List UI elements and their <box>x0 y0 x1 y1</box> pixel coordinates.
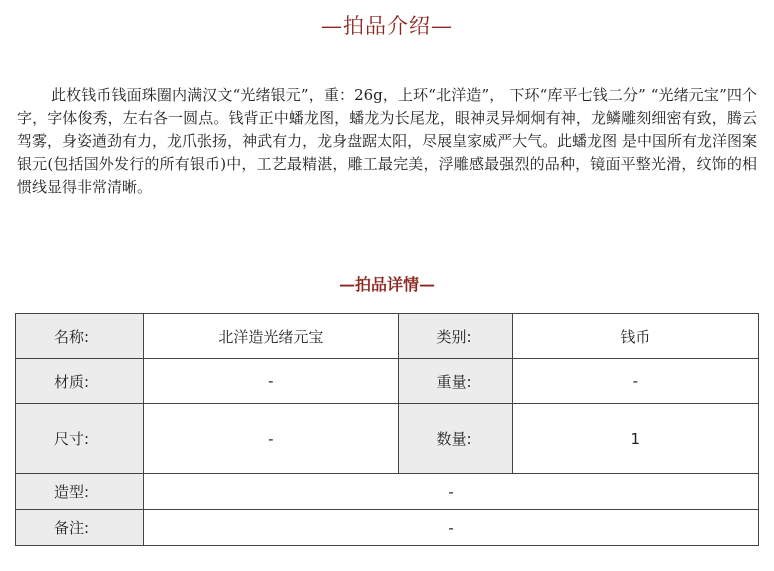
table-row <box>16 510 759 546</box>
intro-heading: —拍品介绍— <box>321 14 453 38</box>
quantity-value: 1 <box>512 404 758 474</box>
remark-value: - <box>144 510 759 546</box>
material-label: 材质: <box>16 359 144 404</box>
quantity-label: 数量: <box>398 404 512 474</box>
category-value: 钱币 <box>512 314 758 359</box>
name-label: 名称: <box>16 314 144 359</box>
size-label: 尺寸: <box>16 404 144 474</box>
intro-paragraph: 此枚钱币钱面珠圈内满汉文“光绪银元”，重：26g，上环“北洋造”， 下环“库平七钱二分” “光绪元宝”四个字，字体俊秀，左右各一圆点。钱背正中蟠龙图，蟠龙为长尾龙，眼神灵异炯炯有神，龙鳞雕刻细密有致，腾云驾雾，身姿遒劲有力，龙爪张扬，神武有力，龙身盘踞太阳，尽展皇家威严大气。此蟠龙图 是中国所有龙洋图案银元(包括国外发行的所有银币)中，工艺最精湛，雕工最完美，浮雕感最强烈的品种，镜面平整光滑，纹饰的相惯线显得非常清晰。 <box>17 86 757 196</box>
details-table <box>15 313 759 546</box>
material-value: - <box>144 359 398 404</box>
details-heading: —拍品详情— <box>338 275 435 294</box>
table-row <box>16 404 759 474</box>
size-value: - <box>144 404 398 474</box>
table-row <box>16 474 759 510</box>
weight-label: 重量: <box>398 359 512 404</box>
table-row <box>16 359 759 404</box>
weight-value: - <box>512 359 758 404</box>
table-row <box>16 314 759 359</box>
remark-label: 备注: <box>16 510 144 546</box>
shape-value: - <box>144 474 759 510</box>
shape-label: 造型: <box>16 474 144 510</box>
name-value: 北洋造光绪元宝 <box>144 314 398 359</box>
category-label: 类别: <box>398 314 512 359</box>
